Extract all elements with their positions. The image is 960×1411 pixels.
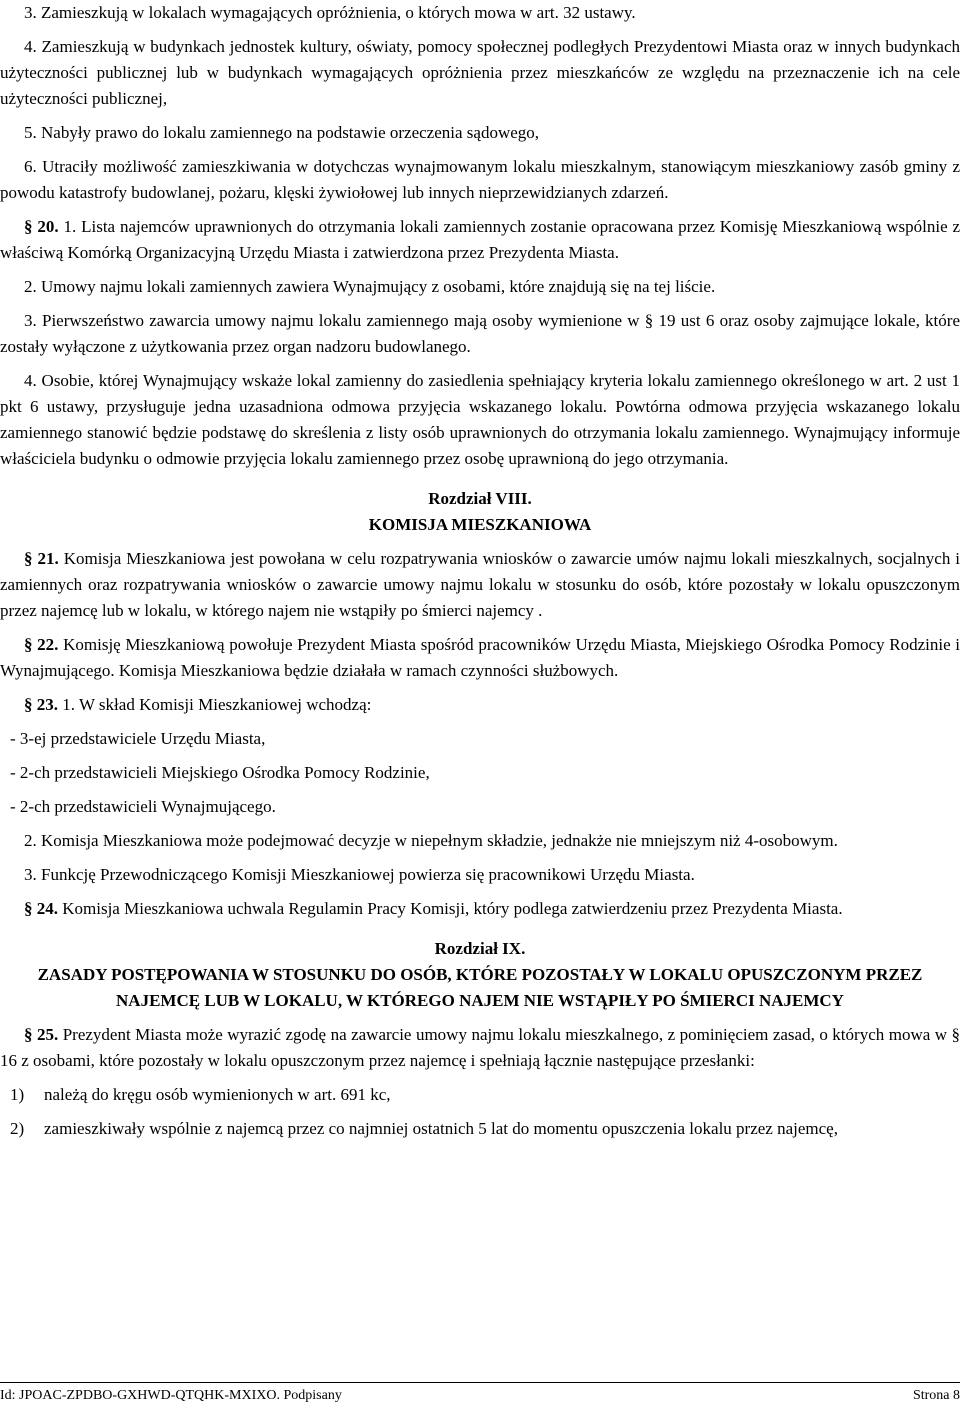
section-20-par-1-text: 1. Lista najemców uprawnionych do otrzymania lokali zamiennych zostanie opracowana przez Komisję Mieszkaniową wspólnie z właściwą Komórką Organizacyjną Urzędu Miasta i zatwierdzona przez Prezydenta Miasta. <box>0 217 960 262</box>
list-item-text: zamieszkiwały wspólnie z najemcą przez co najmniej ostatnich 5 lat do momentu opuszczenia lokalu przez najemcę, <box>44 1119 838 1138</box>
chapter-9-number: Rozdział IX. <box>434 939 526 958</box>
section-25-list-item <box>0 1116 960 1142</box>
section-22 <box>0 632 960 684</box>
section-25 <box>0 1022 960 1074</box>
paragraph-5: 5. Nabyły prawo do lokalu zamiennego na podstawie orzeczenia sądowego, <box>24 123 540 142</box>
chapter-9-heading <box>0 936 960 1014</box>
section-23-par-1 <box>0 692 960 718</box>
section-24-text: Komisja Mieszkaniowa uchwala Regulamin Pracy Komisji, który podlega zatwierdzeniu przez Prezydenta Miasta. <box>62 899 843 918</box>
paragraph-4: 4. Zamieszkują w budynkach jednostek kultury, oświaty, pomocy społecznej podległych Prezydentowi Miasta oraz w innych budynkach użyteczności publicznej lub w budynkach wymagających opróżnienia przez mieszkańców ze względu na przeznaczenie ich na cele użyteczności publicznej, <box>0 37 960 108</box>
chapter-8-heading <box>0 486 960 538</box>
section-21 <box>0 546 960 624</box>
section-24 <box>0 896 960 922</box>
section-22-text: Komisję Mieszkaniową powołuje Prezydent Miasta spośród pracowników Urzędu Miasta, Miejskiego Ośrodka Pomocy Rodzinie i Wynajmującego. Komisja Mieszkaniowa będzie działała w ramach czynności służbowych. <box>0 635 960 680</box>
section-25-list-item <box>0 1082 960 1108</box>
section-25-text: Prezydent Miasta może wyrazić zgodę na zawarcie umowy najmu lokalu mieszkalnego, z pominięciem zasad, o których mowa w § 16 z osobami, które pozostały w lokalu opuszczonym przez najemcę i spełniają łącznie następujące przesłanki: <box>0 1025 960 1070</box>
section-20-par-2: 2. Umowy najmu lokali zamiennych zawiera Wynajmujący z osobami, które znajdują się na tej liście. <box>24 277 716 296</box>
section-23-list-item: - 2-ch przedstawicieli Miejskiego Ośrodka Pomocy Rodzinie, <box>10 763 430 782</box>
list-item-text: należą do kręgu osób wymienionych w art. 691 kc, <box>44 1085 391 1104</box>
section-24-label: § 24. <box>24 899 58 918</box>
section-23-list-item: - 3-ej przedstawiciele Urzędu Miasta, <box>10 729 266 748</box>
section-25-label: § 25. <box>24 1025 59 1044</box>
section-23-par-3: 3. Funkcję Przewodniczącego Komisji Mieszkaniowej powierza się pracownikowi Urzędu Miasta. <box>24 865 695 884</box>
paragraph-3: 3. Zamieszkują w lokalach wymagających opróżnienia, o których mowa w art. 32 ustawy. <box>24 3 636 22</box>
list-item-number: 1) <box>10 1085 25 1104</box>
page-footer <box>0 1382 960 1407</box>
document-id: Id: JPOAC-ZPDBO-GXHWD-QTQHK-MXIXO. Podpisany <box>0 1388 342 1403</box>
page-number: Strona 8 <box>912 1388 960 1403</box>
section-20-label: § 20. <box>24 217 59 236</box>
chapter-9-title: ZASADY POSTĘPOWANIA W STOSUNKU DO OSÓB, KTÓRE POZOSTAŁY W LOKALU OPUSZCZONYM PRZEZ NAJEMCĘ LUB W LOKALU, W KTÓREGO NAJEM NIE WSTĄPIŁY PO ŚMIERCI NAJEMCY <box>37 965 923 1010</box>
section-23-par-2: 2. Komisja Mieszkaniowa może podejmować decyzje w niepełnym składzie, jednakże nie mniejszym niż 4-osobowym. <box>24 831 838 850</box>
chapter-8-number: Rozdział VIII. <box>428 489 532 508</box>
section-20-par-1 <box>0 214 960 266</box>
section-22-label: § 22. <box>24 635 59 654</box>
section-20-par-3: 3. Pierwszeństwo zawarcia umowy najmu lokalu zamiennego mają osoby wymienione w § 19 ust 6 oraz osoby zajmujące lokale, które zostały wyłączone z użytkowania przez organ nadzoru budowlanego. <box>0 311 960 356</box>
section-21-label: § 21. <box>24 549 59 568</box>
section-21-text: Komisja Mieszkaniowa jest powołana w celu rozpatrywania wniosków o zawarcie umów najmu lokali mieszkalnych, socjalnych i zamiennych oraz rozpatrywania wniosków o zawarcie umowy najmu lokalu w stosunku do osób, które pozostały w lokalu opuszczonym przez najemcę lub w lokalu, w którego najem nie wstąpiły po śmierci najemcy . <box>0 549 960 620</box>
section-20-par-4: 4. Osobie, której Wynajmujący wskaże lokal zamienny do zasiedlenia spełniający kryteria lokalu zamiennego określonego w art. 2 ust 1 pkt 6 ustawy, przysługuje jedna uzasadniona odmowa przyjęcia wskazanego lokalu. Powtórna odmowa przyjęcia wskazanego lokalu zamiennego stanowić będzie podstawę do skreślenia z listy osób uprawnionych do otrzymania lokalu zamiennego. Wynajmujący informuje właściciela budynku o odmowie przyjęcia lokalu zamiennego przez osobę uprawnioną do jego otrzymania. <box>0 371 960 468</box>
section-23-list-item: - 2-ch przedstawicieli Wynajmującego. <box>10 797 276 816</box>
section-23-label: § 23. <box>24 695 58 714</box>
list-item-number: 2) <box>10 1119 25 1138</box>
paragraph-6: 6. Utraciły możliwość zamieszkiwania w dotychczas wynajmowanym lokalu mieszkalnym, stanowiącym mieszkaniowy zasób gminy z powodu katastrofy budowlanej, pożaru, klęski żywiołowej lub innych nieprzewidzianych zdarzeń. <box>0 157 960 202</box>
chapter-8-title: KOMISJA MIESZKANIOWA <box>368 515 592 534</box>
section-23-par-1-text: 1. W skład Komisji Mieszkaniowej wchodzą: <box>62 695 372 714</box>
